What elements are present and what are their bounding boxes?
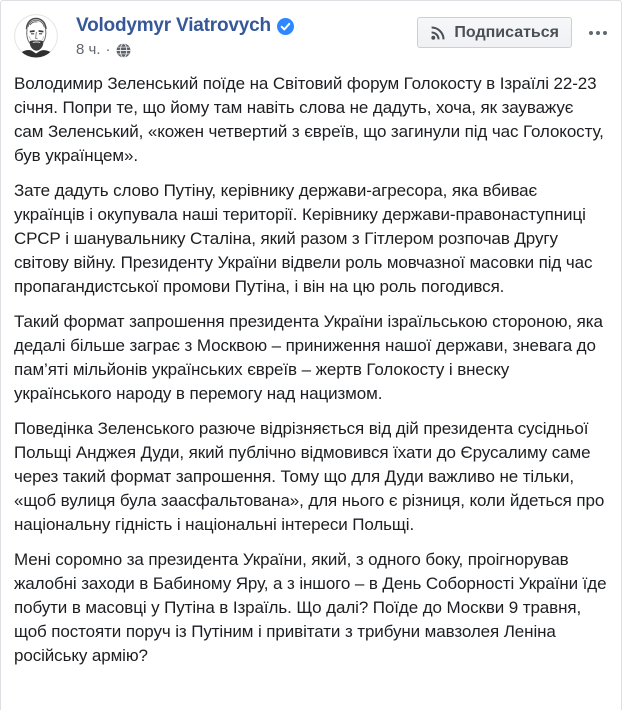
avatar-sketch xyxy=(14,14,58,58)
post-paragraph: Володимир Зеленський поїде на Світовий форум Голокосту в Ізраїлі 22-23 січня. Попри те, що йому там навіть слова не дадуть, хоча, як зауважує сам Зеленський, «кожен четвертий з євреїв, що загинули під час Голокосту, був українцем». xyxy=(14,74,604,165)
header-text xyxy=(76,14,294,58)
author-name-row xyxy=(76,15,294,37)
meta-separator: · xyxy=(105,41,111,58)
more-options-button[interactable] xyxy=(587,25,609,41)
post-meta-row xyxy=(76,41,294,58)
follow-button-label: Подписаться xyxy=(454,23,559,41)
ellipsis-menu-icon xyxy=(603,31,607,35)
timestamp-link[interactable]: 8 ч. xyxy=(76,41,101,58)
post-paragraph: Мені соромно за президента України, який, з одного боку, проігнорував жалобні заходи в Бабиному Яру, а з іншого – в День Соборності України їде побути в масовці у Путіна в Ізраїль. Що далі? Поїде до Москви 9 травня, щоб постояти поруч із Путіним і привітати з трибуни мавзолея Леніна російську армію? xyxy=(14,550,607,665)
post-paragraph: Поведінка Зеленського разюче відрізняється від дій президента сусідньої Польщі Анджея Дуди, який публічно відмовився їхати до Єрусалиму саме через такий формат запрошення. Тому що для Дуди важливо не тільки, «щоб вулиця була заасфальтована», для нього є різниця, коли йдеться про національну гідність і національні інтереси Польщі. xyxy=(14,419,605,534)
ellipsis-menu-icon xyxy=(596,31,600,35)
post-paragraph: Такий формат запрошення президента України ізраїльською стороною, яка дедалі більше заграє з Москвою – приниження нашої держави, зневага до пам’яті мільйонів українських євреїв – жертв Голокосту і внеску українського народу в перемогу над нацизмом. xyxy=(14,312,603,403)
verified-badge-icon xyxy=(277,18,294,35)
post-header xyxy=(1,1,621,64)
header-controls xyxy=(417,17,609,48)
avatar[interactable] xyxy=(14,14,58,58)
globe-public-icon xyxy=(116,43,131,58)
post-body xyxy=(1,64,621,683)
follow-button[interactable] xyxy=(417,17,572,48)
rss-follow-icon xyxy=(430,25,446,41)
ellipsis-menu-icon xyxy=(589,31,593,35)
post-paragraph: Зате дадуть слово Путіну, керівнику держави-агресора, яка вбиває українців і окупувала наші території. Керівнику держави-правонаступниці СРСР і шанувальнику Сталіна, який разом з Гітлером розпочав Другу світову війну. Президенту України відвели роль мовчазної масовки під час пропагандистської промови Путіна, і він на цю роль погодився. xyxy=(14,181,593,296)
author-name-link[interactable]: Volodymyr Viatrovych xyxy=(76,15,271,36)
